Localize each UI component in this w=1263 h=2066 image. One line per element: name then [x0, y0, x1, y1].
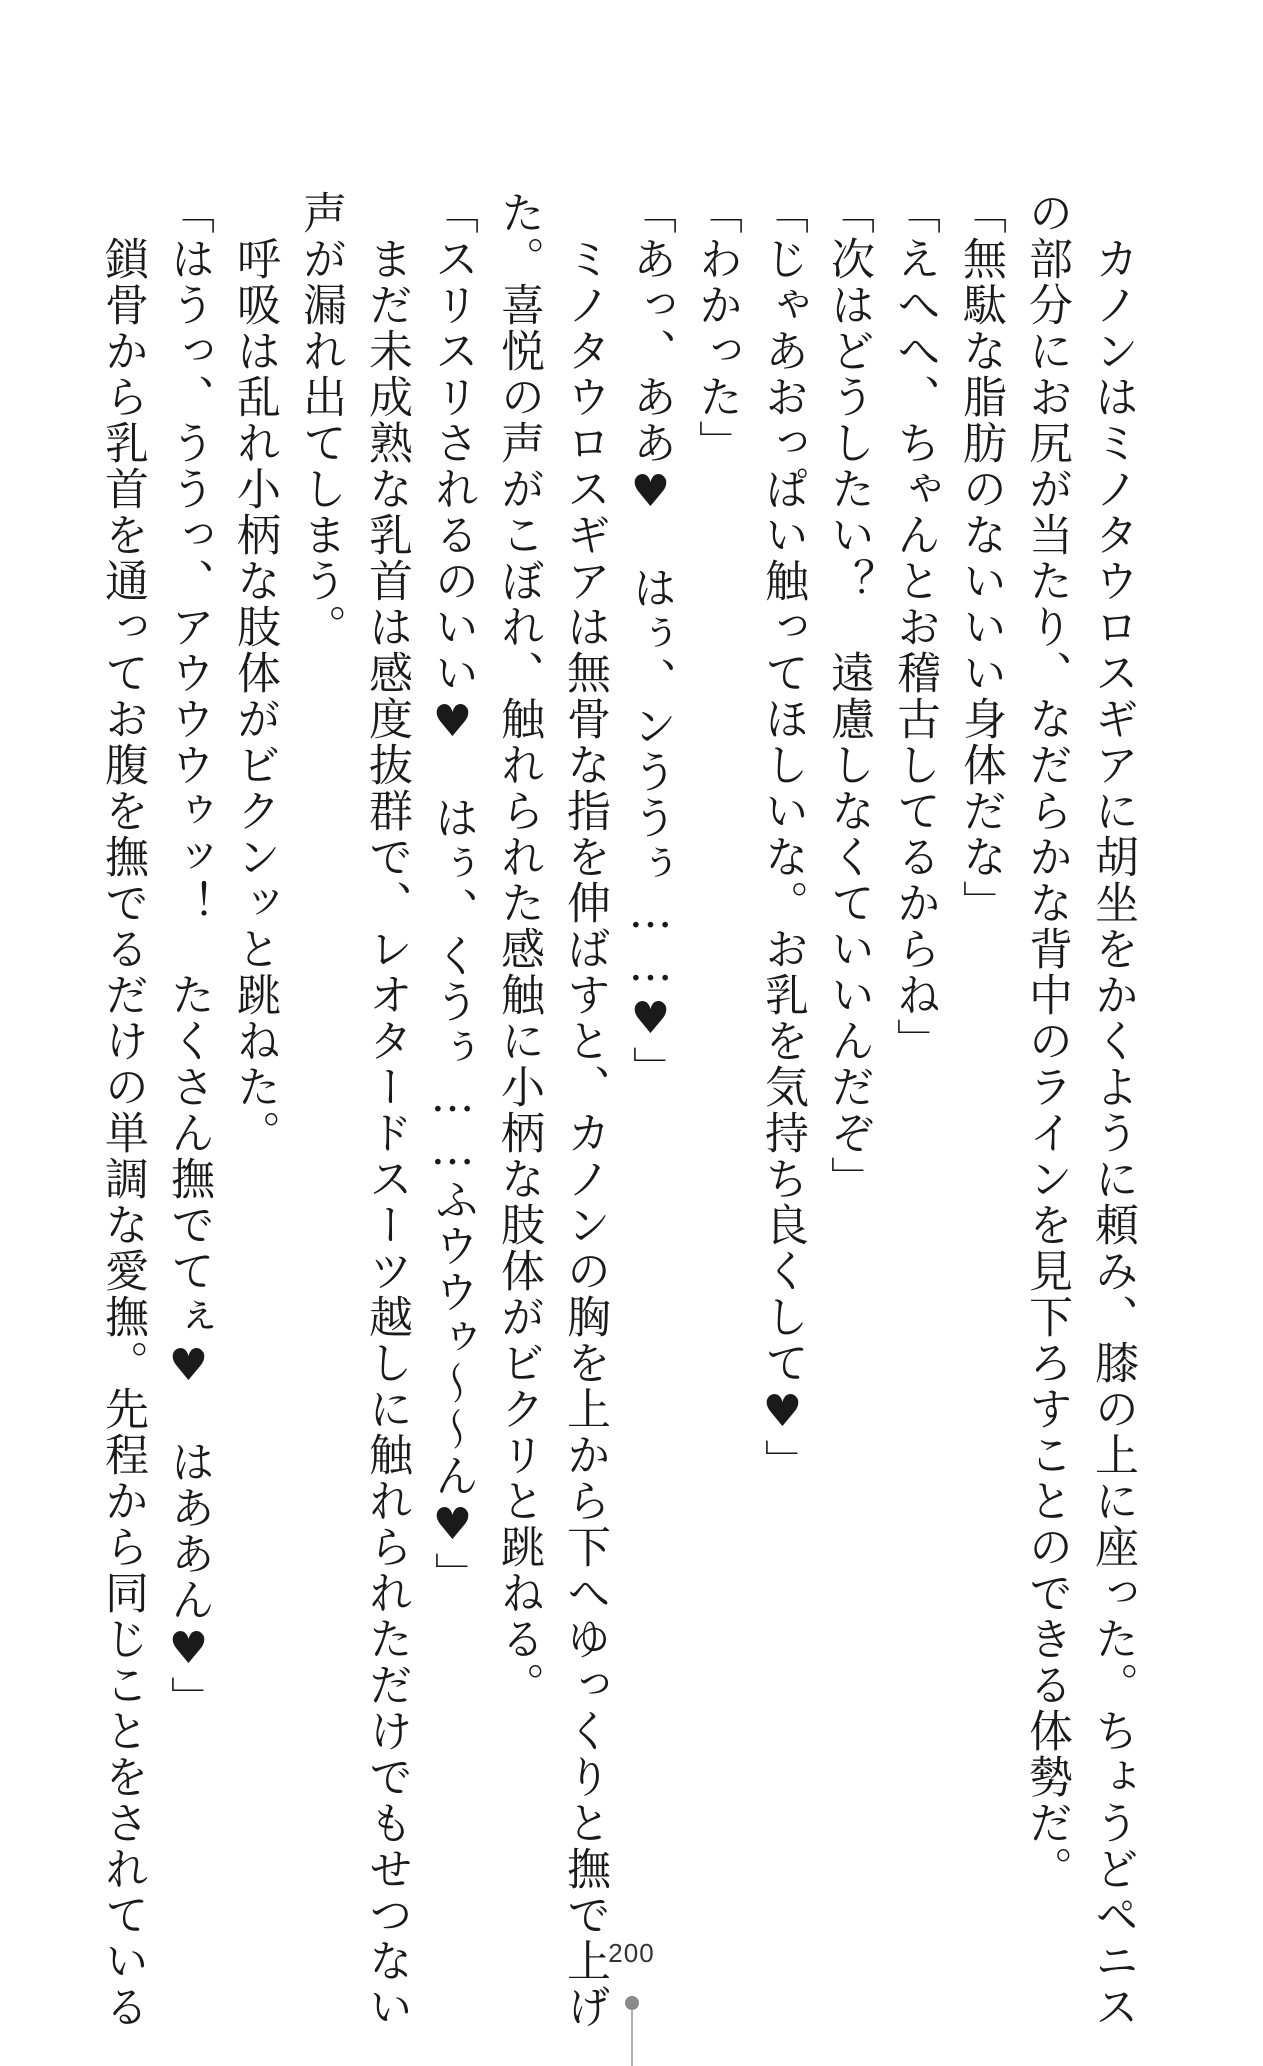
text-line: まだ未成熟な乳首は感度抜群で、レオタードスーツ越しに触れられただけでもせつない: [361, 190, 412, 2030]
text-line: 「無駄な脂肪のないいい身体だな」: [955, 190, 1006, 926]
page-number: 200: [608, 1938, 655, 1968]
text-line: 声が漏れ出てしまう。: [295, 190, 346, 650]
folio-line-ornament: [631, 2010, 633, 2066]
text-line: 呼吸は乱れ小柄な肢体がビクンッと跳ねた。: [229, 190, 280, 1156]
text-line: 「じゃあおっぱい触ってほしいな。お乳を気持ち良くして♥」: [757, 190, 808, 1485]
text-line: 「わかった」: [691, 190, 742, 466]
text-line: 「次はどうしたい？ 遠慮しなくていいんだぞ」: [823, 190, 874, 1202]
folio-dot-ornament: [625, 1996, 639, 2010]
text-line: ミノタウロスギアは無骨な指を伸ばすと、カノンの胸を上から下へゆっくりと撫で上げ: [559, 190, 610, 2030]
text-line: 鎖骨から乳首を通ってお腹を撫でるだけの単調な愛撫。先程から同じことをされている: [97, 190, 148, 2030]
text-line: 「スリスリされるのいい♥ はぅ、くうぅ……ふウウゥ～～ん♥」: [427, 190, 478, 1598]
text-line: の部分にお尻が当たり、なだらかな背中のラインを見下ろすことのできる体勢だ。: [1021, 190, 1072, 1892]
text-line: 「えへへ、ちゃんとお稽古してるからね」: [889, 190, 940, 1064]
text-line: 「はうっ、ううっ、アウウウゥッ！ たくさん撫でてぇ♥ はああん♥」: [163, 190, 214, 1722]
text-line: カノンはミノタウロスギアに胡坐をかくように頼み、膝の上に座った。ちょうどペニス: [1087, 190, 1138, 2030]
text-line: 「あっ、ああ♥ はぅ、ンううぅ……♥」: [625, 190, 676, 1092]
text-line: た。喜悦の声がこぼれ、触れられた感触に小柄な肢体がビクリと跳ねる。: [493, 190, 544, 1708]
